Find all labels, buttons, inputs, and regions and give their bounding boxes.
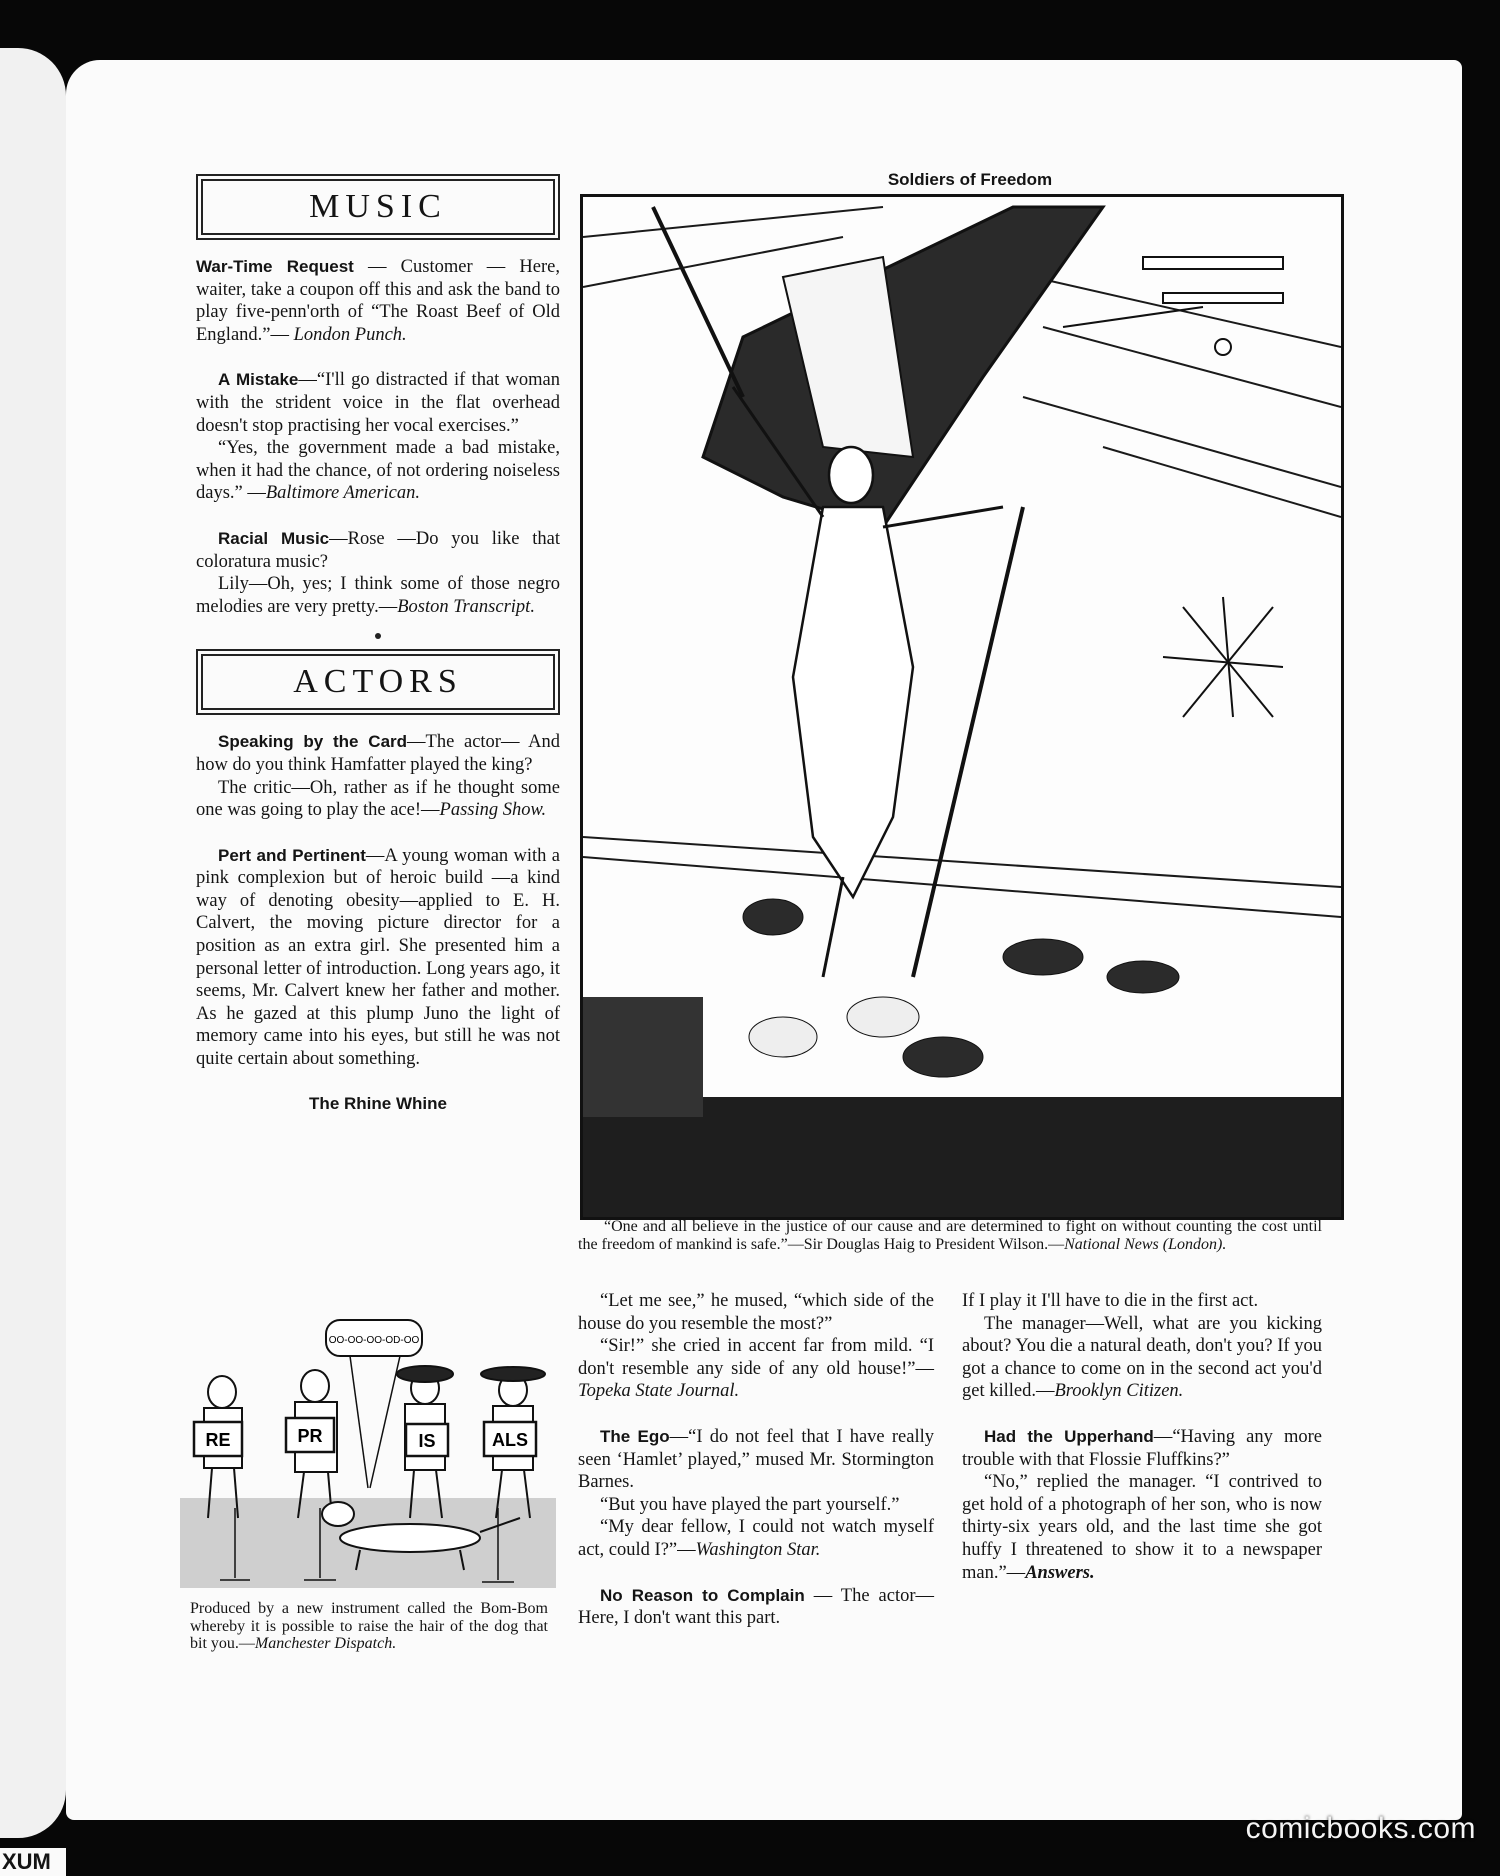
item-title: Had the Upperhand: [984, 1426, 1154, 1446]
item-source: Passing Show.: [439, 800, 547, 821]
item-text: —The actor— And how do you think Hamfatter played the king?: [196, 732, 560, 775]
mid-source-1: Topeka State Journal.: [578, 1381, 740, 1402]
item-text: —“Having any more trouble with that Flossie Fluffkins?”: [962, 1426, 1322, 1470]
right-text-1: If I play it I'll have to die in the first act.: [962, 1291, 1259, 1311]
rhine-caption-text: Produced by a new instrument called the Bom-Bom whereby it is possible to raise the hair of the dog that bit you.—: [190, 1600, 548, 1652]
item-title: No Reason to Complain: [600, 1585, 805, 1605]
illustration-title: Soldiers of Freedom: [887, 170, 1053, 189]
music-item-mistake: [196, 369, 560, 505]
item-text2: “No,” replied the manager. “I contrived to get hold of a photograph of her son, who is now thirty-six years old, and the last time she got huffy I threatened to show it to a newspaper man.”—: [962, 1472, 1322, 1583]
mid-para-1: [578, 1290, 934, 1403]
soldiers-of-freedom-illustration: [580, 194, 1344, 1220]
right-para-1: [962, 1290, 1322, 1403]
item-source: London Punch.: [293, 324, 407, 345]
sign-is: IS: [418, 1431, 436, 1451]
actors-item-card: [196, 731, 560, 821]
item-title: Speaking by the Card: [218, 732, 408, 752]
item-text2: “But you have played the part yourself.”: [600, 1494, 900, 1515]
item-text2: The critic—Oh, rather as if he thought some one was going to play the ace!—: [196, 777, 560, 821]
item-text2: “Yes, the government made a bad mistake, when it had the chance, of not ordering noiseless days.” —: [196, 438, 560, 504]
item-title: The Ego: [600, 1426, 670, 1446]
rhine-whine-cartoon: [180, 1318, 556, 1588]
item-text: —A young woman with a pink complexion but of heroic build —a kind way of denoting obesity—applied to E. H. Calvert, the moving picture director for a position as an extra girl. She presented him a personal letter of introduction. Long years ago, it seems, Mr. Calvert knew her father and mother. As he gazed at this plump Juno the light of memory came into his eyes, but still he was not quite certain about something.: [196, 845, 561, 1070]
right-item-upperhand: [962, 1426, 1322, 1584]
item-text: — Customer — Here, waiter, take a coupon off this and ask the band to play five-penn'orth of “The Roast Beef of Old England.”—: [196, 257, 561, 345]
mid-text-2: “Sir!” she cried in accent far from mild. “I don't resemble any side of any old house!”—: [578, 1336, 934, 1379]
item-text2: Lily—Oh, yes; I think some of those negro melodies are very pretty.—: [196, 574, 560, 617]
rhine-title: The Rhine Whine: [309, 1093, 447, 1113]
actors-heading: ACTORS: [196, 649, 560, 715]
item-source: Answers.: [1025, 1562, 1095, 1583]
actors-item-pert: [196, 845, 560, 1071]
previous-page-edge: [0, 48, 66, 1838]
item-title: A Mistake: [218, 370, 299, 390]
item-source: Washington Star.: [695, 1539, 821, 1560]
music-item-racial: [196, 528, 560, 618]
mid-item-ego: [578, 1426, 934, 1562]
illustration-caption-text: “One and all believe in the justice of our cause and are determined to fight on without counting the cost until the freedom of mankind is safe.”—Sir Douglas Haig to President Wilson.—: [578, 1218, 1322, 1253]
mid-text-1: “Let me see,” he mused, “which side of the house do you resemble the most?”: [578, 1291, 934, 1334]
corner-badge: XUM: [0, 1848, 66, 1876]
item-text3: “My dear fellow, I could not watch myself act, could I?”—: [578, 1517, 934, 1560]
item-text: —“I'll go distracted if that woman with the strident voice in the flat overhead doesn't stop practising her vocal exercises.”: [196, 370, 560, 436]
item-title: Racial Music: [218, 528, 330, 548]
item-text: — The actor—Here, I don't want this part.: [578, 1585, 935, 1629]
left-column: [196, 174, 560, 1114]
rhine-caption: [190, 1600, 548, 1653]
illustration-caption-source: National News (London).: [1064, 1235, 1227, 1253]
middle-column: [578, 1290, 934, 1653]
mid-item-no-reason: [578, 1585, 934, 1630]
site-watermark: comicbooks.com: [1245, 1812, 1476, 1845]
bullet-dot: [375, 633, 381, 639]
item-source: Boston Transcript.: [397, 596, 535, 617]
right-source-1: Brooklyn Citizen.: [1054, 1381, 1184, 1402]
right-text-2: The manager—Well, what are you kicking about? You die a natural death, don't you? If you got a chance to come on in the second act you'd get killed.—: [962, 1313, 1322, 1402]
item-title: Pert and Pertinent: [218, 845, 366, 865]
rhine-caption-source: Manchester Dispatch.: [254, 1635, 397, 1652]
music-heading: MUSIC: [196, 174, 560, 240]
illustration-caption: [578, 1218, 1322, 1253]
sign-als: ALS: [492, 1430, 528, 1450]
music-item-war-time: [196, 256, 560, 346]
item-title: War-Time Request: [196, 257, 354, 276]
speech-text: OO-OO-OO-OD-OO: [328, 1335, 420, 1346]
item-text: —“I do not feel that I have really seen ‘Hamlet’ played,” mused Mr. Stormington Barnes.: [578, 1426, 934, 1493]
sign-re: RE: [205, 1430, 231, 1450]
sign-pr: PR: [297, 1426, 323, 1446]
item-source: Baltimore American.: [265, 483, 421, 504]
right-column: [962, 1290, 1322, 1607]
item-text: —Rose —Do you like that coloratura music?: [196, 528, 560, 572]
